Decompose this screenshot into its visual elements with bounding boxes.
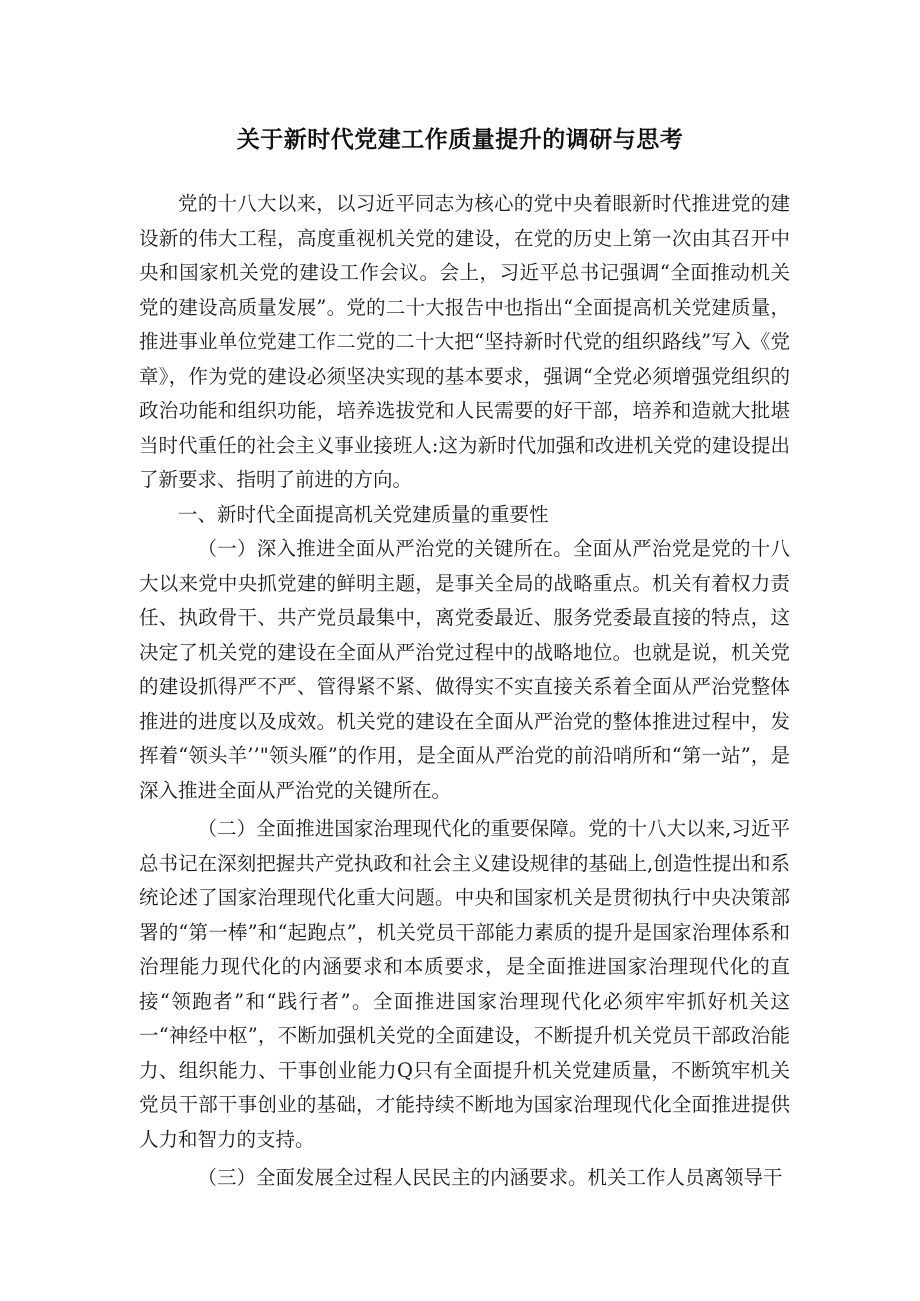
subsection-paragraph-3: （三）全面发展全过程人民民主的内涵要求。机关工作人员离领导干 [197, 1166, 783, 1189]
document-title: 关于新时代党建工作质量提升的调研与思考 [236, 127, 684, 153]
subsection-paragraph-2: （二）全面推进国家治理现代化的重要保障。党的十八大以来,习近平总书记在深刻把握共产党执政和社会主义建设规律的基础上,创造性提出和系统论述了国家治理现代化重大问题。中央和国家机关是贯彻执行中央决策部署的“第一棒”和“起跑点”，机关党员干部能力素质的提升是国家治理体系和治理能力现代化的内涵要求和本质要求，是全面推进国家治理现代化的直接“领跑者”和“践行者”。全面推进国家治理现代化必须牢牢抓好机关这一“神经中枢”，不断加强机关党的全面建设，不断提升机关党员干部政治能力、组织能力、干事创业能力Q只有全面提升机关党建质量，不断筑牢机关党员干部干事创业的基础，才能持续不断地为国家治理现代化全面推进提供人力和智力的支持。 [139, 817, 790, 1151]
subsection-paragraph-1: （一）深入推进全面从严治党的关键所在。全面从严治党是党的十八大以来党中央抓党建的鲜明主题，是事关全局的战略重点。机关有着权力责任、执政骨干、共产党员最集中，离党委最近、服务党委最直接的特点，这决定了机关党的建设在全面从严治党过程中的战略地位。也就是说，机关党的建设抓得严不严、管得紧不紧、做得实不实直接关系着全面从严治党整体推进的进度以及成效。机关党的建设在全面从严治党的整体推进过程中，发挥着“领头羊’’"领头雁”的作用，是全面从严治党的前沿哨所和“第一站”，是深入推进全面从严治党的关键所在。 [139, 537, 790, 802]
intro-paragraph: 党的十八大以来，以习近平同志为核心的党中央着眼新时代推进党的建设新的伟大工程，高度重视机关党的建设，在党的历史上第一次由其召开中央和国家机关党的建设工作会议。会上，习近平总书记强调“全面推动机关党的建设高质量发展”。党的二十大报告中也指出“全面提高机关党建质量，推进事业单位党建工作二党的二十大把“坚持新时代党的组织路线”写入《党章》，作为党的建设必须坚决实现的基本要求，强调“全党必须增强党组织的政治功能和组织功能，培养选拔党和人民需要的好干部，培养和造就大批堪当时代重任的社会主义事业接班人:这为新时代加强和改进机关党的建设提出了新要求、指明了前进的方向。 [139, 192, 790, 491]
document-body [139, 187, 790, 1196]
section-heading: 一、新时代全面提高机关党建质量的重要性 [178, 502, 549, 526]
